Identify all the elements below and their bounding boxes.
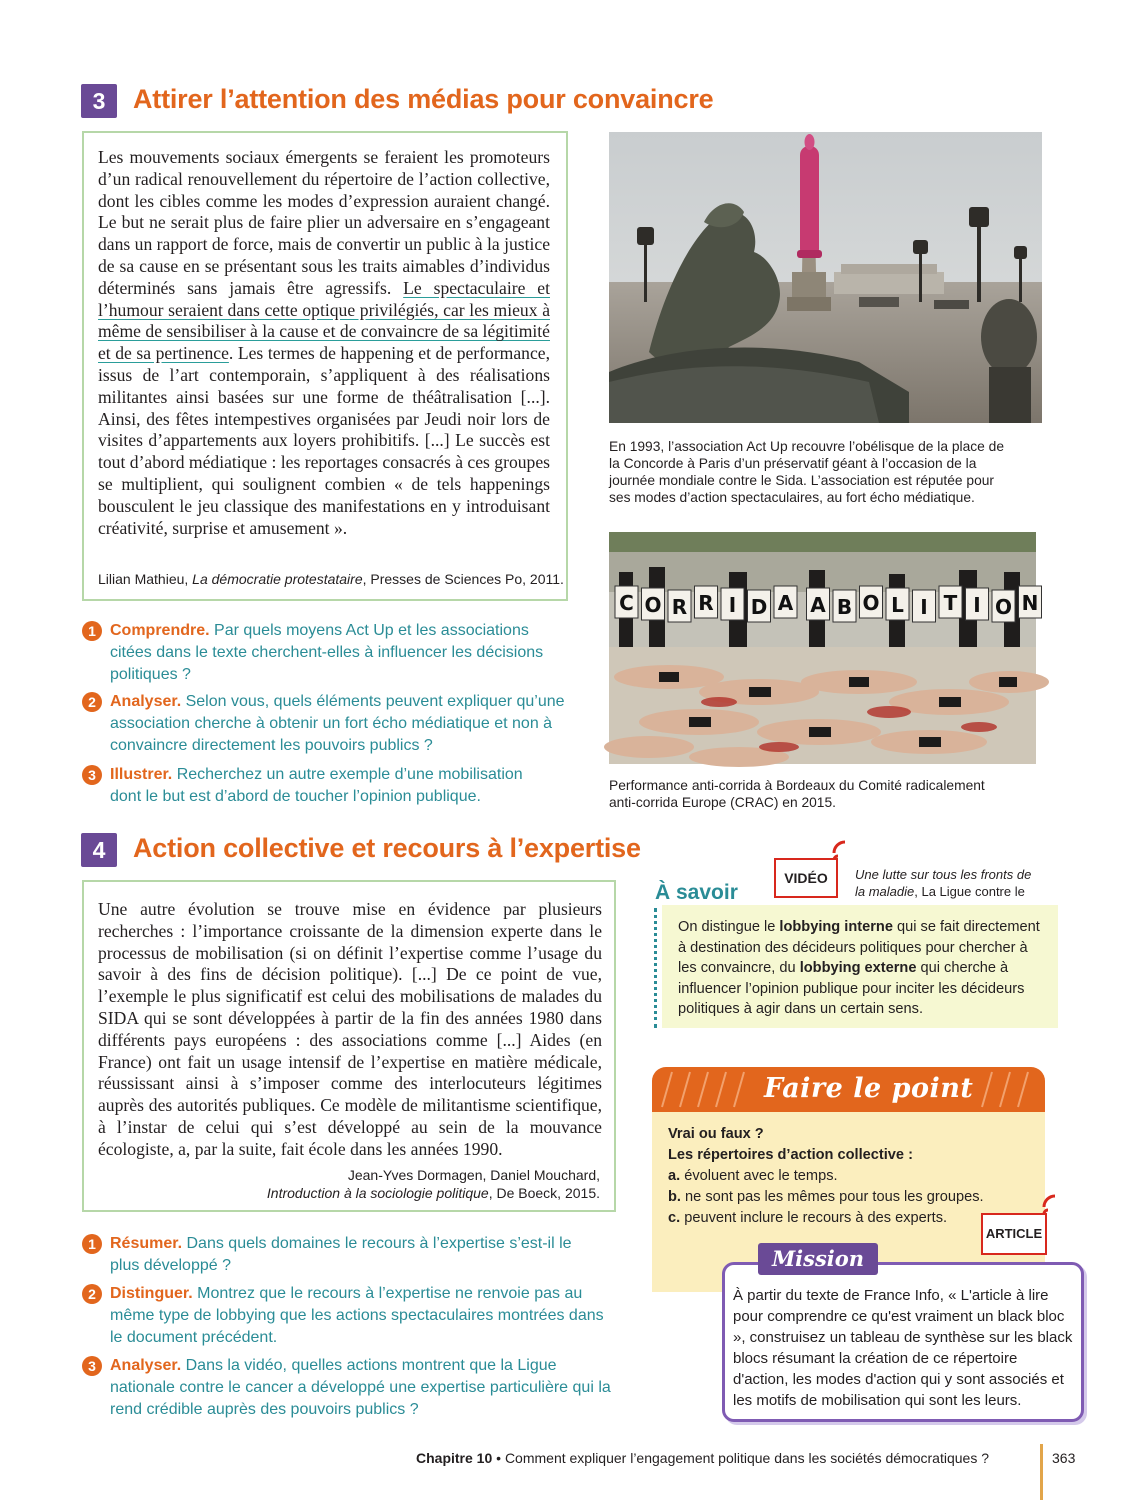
banner-letters — [615, 586, 1042, 622]
question-number: 2 — [82, 1284, 102, 1304]
document-text — [98, 147, 550, 539]
savoir-box: On distingue le lobbying interne qui se fait directement à destination des décideurs politiques pour chercher à les convaincre, du lobbying externe qui cherche à influencer l’opinion publique pour inciter les décideurs politiques à agir dans un certain sens. — [662, 905, 1058, 1028]
photo-caption: Performance anti-corrida à Bordeaux du Comité radicalement anti-corrida Europe (CRAC) en 2015. — [609, 778, 985, 810]
question-number: 3 — [82, 1356, 102, 1376]
banner-letter: T — [943, 591, 958, 615]
banner-letter: A — [810, 593, 826, 617]
question-text: Par quels moyens Act Up et les associations citées dans le texte cherchent-elles à influencer les décisions politiques ? — [110, 622, 544, 683]
mission-text: À partir du texte de France Info, « L'article à lire pour comprendre ce qu'est vraiment un black bloc », construisez un tableau de synthèse sur les black blocs résumant la création de ce répertoire d'action, les modes d'action qui y sont associés et les motifs de mobilisation qui sont les leurs. — [733, 1287, 1073, 1409]
question-keyword: Distinguer. — [110, 1285, 193, 1302]
section-number: 3 — [81, 84, 117, 118]
question-number: 3 — [82, 765, 102, 785]
banner-letter: O — [644, 593, 662, 617]
question-text: Montrez que le recours à l’expertise ne renvoie pas au même type de lobbying que les actions spectaculaires montrées dans le document précédent. — [110, 1285, 604, 1346]
question — [82, 1283, 622, 1349]
faire-le-point-header — [652, 1067, 1045, 1112]
banner-letter: N — [1021, 591, 1039, 615]
question-text: Dans quels domaines le recours à l’expertise s’est-il le plus développé ? — [110, 1235, 572, 1274]
banner-letter: D — [750, 595, 768, 619]
question — [82, 1233, 622, 1277]
list-item: b. ne sont pas les mêmes pour tous les groupes. — [668, 1189, 984, 1205]
list-item: c. peuvent inclure le recours à des experts. — [668, 1210, 948, 1226]
banner-letter: I — [920, 595, 928, 619]
footer-chapter: Chapitre 10 • Comment expliquer l’engagement politique dans les sociétés démocratiques ? — [416, 1450, 989, 1466]
article-button[interactable]: ARTICLE — [981, 1213, 1047, 1255]
question — [82, 620, 562, 686]
footer-divider — [1040, 1444, 1043, 1500]
question-keyword: Analyser. — [110, 693, 182, 710]
question-text: Recherchez un autre exemple d’une mobilisation dont le but est d’abord de toucher l’opinion publique. — [110, 766, 523, 805]
banner-letter: R — [698, 591, 714, 615]
document-text: Une autre évolution se trouve mise en évidence par plusieurs recherches : l’importance croissante de la dimension experte dans le processus de mobilisation (si on définit l’expertise comme l’usage du savoir à des fins de décision politique). [...] De ce point de vue, l’exemple le plus significatif est celui des mobilisations de malades du SIDA qui se sont développées à partir de la fin des années 1980 dans différents pays européens : des associations comme [...] Aides (en France) ont fait un usage intensif de l’expertise en matière médicale, réussissant ainsi à s’imposer comme des interlocuteurs légitimes auprès des autorités publiques. Ce modèle de militantisme scientifique, à l’instar de celui qui s’est développé au sein de la mouvance écologiste, a, par la suite, fait école dans les années 1990. — [98, 899, 602, 1159]
question-keyword: Résumer. — [110, 1235, 183, 1252]
document-box — [82, 880, 616, 1212]
document-source: Lilian Mathieu, La démocratie protestataire, Presses de Sciences Po, 2011. — [98, 571, 564, 587]
question-text: Selon vous, quels éléments peuvent expliquer qu’une association cherche à obtenir un fort écho médiatique et non à convaincre directement les pouvoirs publics ? — [110, 693, 565, 754]
video-caption: Une lutte sur tous les fronts de la maladie, La Ligue contre le — [855, 867, 1032, 899]
question — [82, 1355, 622, 1421]
banner-letter: O — [994, 595, 1013, 619]
question-keyword: Comprendre. — [110, 622, 210, 639]
photo-concorde — [609, 132, 1042, 423]
banner-letter: A — [777, 591, 794, 615]
question-number: 2 — [82, 692, 102, 712]
video-button[interactable]: VIDÉO — [774, 858, 838, 898]
faire-le-point-title: Faire le point — [764, 1073, 974, 1104]
savoir-title: À savoir — [655, 881, 738, 904]
photo-corrida — [609, 532, 1039, 764]
banner-letter: L — [891, 593, 904, 617]
question — [82, 691, 565, 757]
question-keyword: Analyser. — [110, 1357, 182, 1374]
banner-letter: C — [619, 591, 634, 615]
photo-corrida-illustration — [609, 532, 1039, 764]
question — [82, 764, 562, 808]
list-item: a. évoluent avec le temps. — [668, 1168, 838, 1184]
section-title: Action collective et recours à l’expertise — [133, 833, 641, 863]
banner-letter: B — [836, 595, 853, 619]
photo-concorde-illustration — [609, 132, 1042, 423]
highlighted-text: Le spectaculaire et l’humour seraient dans cette optique privilégiés, car les mieux à même de sensibiliser à la cause et de convaincre de sa légitimité et de sa pertinence — [98, 277, 550, 364]
faire-le-point-text: Vrai ou faux ? Les répertoires d’action collective : a. évoluent avec le temps. b. ne sont pas les mêmes pour tous les groupes. c. peuvent inclure le recours à des experts. — [668, 1124, 998, 1229]
dotted-line — [654, 908, 657, 1028]
photo-caption: En 1993, l’association Act Up recouvre l’obélisque de la place de la Concorde à Paris d’un préservatif géant à l’occasion de la journée mondiale contre le Sida. L’association est réputée pour ses modes d’action spectaculaires, au fort écho médiatique. — [609, 439, 1004, 505]
text-part: Les mouvements sociaux émergents se feraient les promoteurs d’un radical renouvellement du répertoire de l’action collective, dont les cibles comme les modes d’expression auraient changé. Le but ne serait plus de faire plier un adversaire en s’engageant dans un rapport de force, mais de convertir un public à la justice de sa cause en se présentant sous les traits aimables d’individus déterminés sans jamais être agressifs. — [98, 147, 550, 298]
text-part: . Les termes de happening et de performance, issus de l’art contemporain, s’appliquent à des réalisations militantes ainsi basées sur une forme de théâtralisation [...]. Ainsi, des fêtes intempestives organisées par Jeudi noir lors de visites d’appartements aux loyers prohibitifs. [...] Le succès est tout d’abord médiatique : les reportages consacrés à ces groupes se multiplient, qui soulignent combien « de tels happenings bousculent le jeu classique des manifestations en y introduisant créativité, surprise et amusement ». — [98, 343, 550, 538]
section-number: 4 — [81, 833, 117, 867]
page-number: 363 — [1052, 1450, 1076, 1466]
banner-letter: I — [973, 593, 981, 617]
document-box — [82, 131, 568, 601]
mission-tag: Mission — [758, 1243, 878, 1275]
document-source: Jean-Yves Dormagen, Daniel Mouchard, Introduction à la sociologie politique, De Boeck, 2015. — [266, 1167, 600, 1201]
question-number: 1 — [82, 621, 102, 641]
signal-icon — [830, 838, 856, 864]
banner-letter: I — [728, 593, 737, 617]
banner-letter: O — [862, 591, 880, 615]
question-number: 1 — [82, 1234, 102, 1254]
signal-icon — [1040, 1192, 1066, 1218]
banner-letter: R — [671, 595, 688, 619]
question-text: Dans la vidéo, quelles actions montrent que la Ligue nationale contre le cancer a développé une expertise particulière qui la rend crédible auprès des pouvoirs publics ? — [110, 1357, 611, 1418]
question-keyword: Illustrer. — [110, 766, 173, 783]
section-title: Attirer l’attention des médias pour convaincre — [133, 84, 714, 114]
